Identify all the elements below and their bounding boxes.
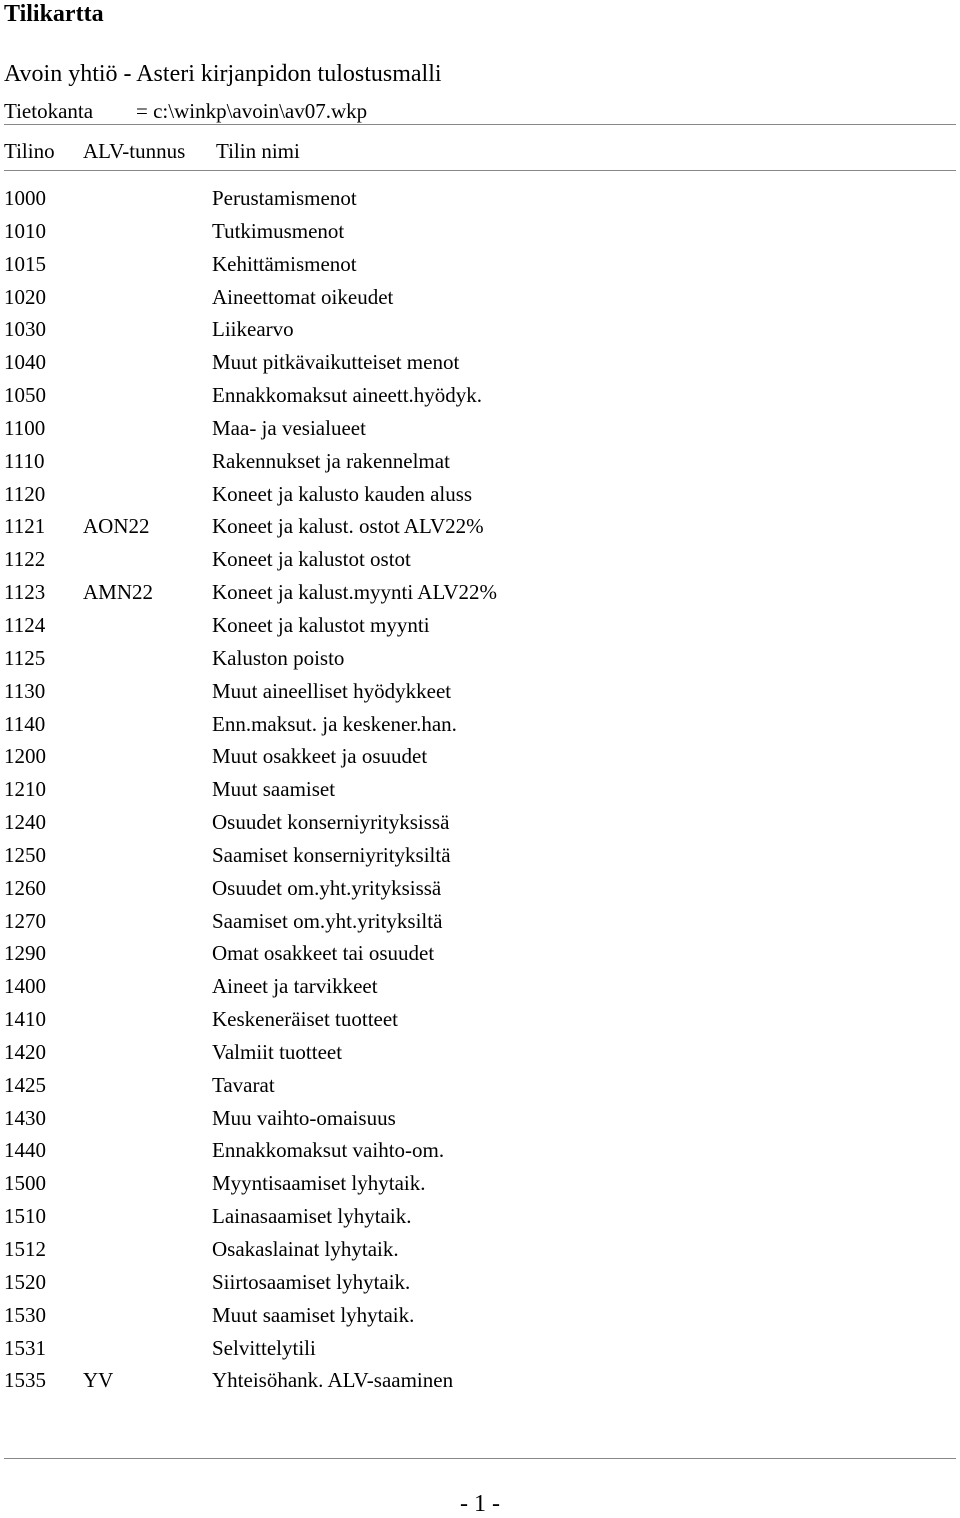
table-row (4, 348, 954, 381)
account-number: 1510 (4, 1204, 46, 1229)
table-row (4, 841, 954, 874)
table-row (4, 184, 954, 217)
account-number: 1130 (4, 678, 46, 703)
account-name: Muut pitkävaikutteiset menot (212, 350, 460, 375)
account-name: Siirtosaamiset lyhytaik. (212, 1269, 411, 1294)
account-name: Ennakkomaksut vaihto-om. (212, 1138, 445, 1163)
account-name: Omat osakkeet tai osuudet (212, 941, 435, 966)
account-name: Kehittämismenot (212, 251, 357, 276)
table-row (4, 545, 954, 578)
table-row (4, 414, 954, 447)
account-name: Saamiset om.yht.yrityksiltä (212, 908, 443, 933)
table-row (4, 1104, 954, 1137)
table-row (4, 742, 954, 775)
table-row (4, 381, 954, 414)
account-number: 1122 (4, 547, 46, 572)
account-name: Aineet ja tarvikkeet (212, 974, 378, 999)
account-name: Muut aineelliset hyödykkeet (212, 678, 452, 703)
table-row (4, 217, 954, 250)
header-account-number: Tilino (4, 139, 55, 163)
database-path: = c:\winkp\avoin\av07.wkp (136, 99, 368, 123)
account-name: Osuudet konserniyrityksissä (212, 810, 450, 835)
account-name: Ennakkomaksut aineett.hyödyk. (212, 383, 483, 408)
account-number: 1520 (4, 1269, 46, 1294)
table-row (4, 250, 954, 283)
account-number: 1425 (4, 1072, 46, 1097)
account-number: 1430 (4, 1105, 46, 1130)
header-divider-top (4, 124, 956, 125)
document-title: Tilikartta (4, 1, 104, 27)
account-number: 1240 (4, 810, 46, 835)
database-label: Tietokanta (4, 99, 94, 123)
table-row (4, 1268, 954, 1301)
account-number: 1040 (4, 350, 46, 375)
account-number: 1270 (4, 908, 46, 933)
table-row (4, 775, 954, 808)
account-name: Maa- ja vesialueet (212, 415, 366, 440)
account-number: 1250 (4, 842, 46, 867)
table-row (4, 611, 954, 644)
account-number: 1440 (4, 1138, 46, 1163)
table-row (4, 907, 954, 940)
account-number: 1512 (4, 1237, 46, 1261)
table-row (4, 874, 954, 907)
account-name: Koneet ja kalust. ostot ALV22% (212, 514, 484, 539)
header-vat-code: ALV-tunnus (83, 139, 186, 163)
table-row (4, 644, 954, 677)
account-name: Saamiset konserniyrityksiltä (212, 842, 451, 867)
account-number: 1140 (4, 711, 46, 736)
account-number: 1020 (4, 284, 46, 309)
footer-divider (4, 1458, 956, 1459)
account-name: Valmiit tuotteet (212, 1039, 343, 1064)
account-name: Tutkimusmenot (212, 218, 345, 243)
table-row (4, 1038, 954, 1071)
account-number: 1200 (4, 744, 46, 769)
account-number: 1210 (4, 777, 46, 802)
account-number: 1500 (4, 1171, 46, 1196)
table-row (4, 283, 954, 316)
account-number: 1531 (4, 1335, 46, 1360)
account-name: Enn.maksut. ja keskener.han. (212, 711, 457, 736)
vat-code: YV (83, 1368, 114, 1393)
account-name: Myyntisaamiset lyhytaik. (212, 1171, 426, 1196)
account-name: Koneet ja kalustot ostot (212, 547, 411, 572)
account-name: Perustamismenot (212, 186, 357, 210)
account-name: Yhteisöhank. ALV-saaminen (212, 1368, 454, 1393)
account-list (4, 184, 954, 1399)
account-name: Selvittelytili (212, 1335, 316, 1360)
account-name: Koneet ja kalusto kauden aluss (212, 481, 473, 506)
table-row (4, 1366, 954, 1399)
account-name: Osakaslainat lyhytaik. (212, 1237, 399, 1261)
account-name: Muut saamiset lyhytaik. (212, 1302, 415, 1327)
header-account-name: Tilin nimi (216, 139, 300, 163)
table-row (4, 1005, 954, 1038)
table-row (4, 447, 954, 480)
page-number: - 1 - (460, 1491, 500, 1517)
account-name: Tavarat (212, 1072, 275, 1097)
database-info (4, 98, 367, 124)
account-number: 1125 (4, 645, 46, 670)
table-row (4, 512, 954, 545)
account-number: 1290 (4, 941, 46, 966)
account-name: Rakennukset ja rakennelmat (212, 448, 450, 473)
account-name: Lainasaamiset lyhytaik. (212, 1204, 412, 1229)
account-number: 1015 (4, 251, 46, 276)
account-name: Kaluston poisto (212, 645, 345, 670)
account-number: 1420 (4, 1039, 46, 1064)
table-row (4, 677, 954, 710)
account-name: Muut osakkeet ja osuudet (212, 744, 428, 769)
account-number: 1260 (4, 875, 46, 900)
account-number: 1530 (4, 1302, 46, 1327)
account-number: 1010 (4, 218, 46, 243)
account-number: 1000 (4, 186, 46, 210)
account-number: 1050 (4, 383, 46, 408)
table-row (4, 578, 954, 611)
account-number: 1110 (4, 448, 45, 473)
document-subtitle: Avoin yhtiö - Asteri kirjanpidon tulostusmalli (4, 61, 442, 87)
account-number: 1121 (4, 514, 46, 539)
table-row (4, 939, 954, 972)
account-name: Koneet ja kalust.myynti ALV22% (212, 580, 498, 605)
account-name: Osuudet om.yht.yrityksissä (212, 875, 442, 900)
table-row (4, 710, 954, 743)
account-name: Muu vaihto-omaisuus (212, 1105, 396, 1130)
account-number: 1030 (4, 317, 46, 342)
account-name: Liikearvo (212, 317, 294, 342)
table-row (4, 808, 954, 841)
table-row (4, 1235, 954, 1268)
account-number: 1123 (4, 580, 46, 605)
table-row (4, 315, 954, 348)
account-number: 1100 (4, 415, 46, 440)
vat-code: AON22 (83, 514, 150, 539)
header-divider-bottom (4, 170, 956, 171)
account-number: 1120 (4, 481, 46, 506)
table-row (4, 1202, 954, 1235)
table-row (4, 1071, 954, 1104)
account-number: 1400 (4, 974, 46, 999)
table-row (4, 1169, 954, 1202)
account-name: Muut saamiset (212, 777, 336, 802)
account-number: 1535 (4, 1368, 46, 1393)
table-row (4, 1334, 954, 1367)
table-row (4, 1136, 954, 1169)
table-row (4, 1301, 954, 1334)
account-name: Koneet ja kalustot myynti (212, 612, 430, 637)
vat-code: AMN22 (83, 580, 154, 605)
table-row (4, 972, 954, 1005)
table-row (4, 480, 954, 513)
account-name: Aineettomat oikeudet (212, 284, 394, 309)
account-number: 1124 (4, 612, 46, 637)
account-number: 1410 (4, 1007, 46, 1032)
account-name: Keskeneräiset tuotteet (212, 1007, 399, 1032)
